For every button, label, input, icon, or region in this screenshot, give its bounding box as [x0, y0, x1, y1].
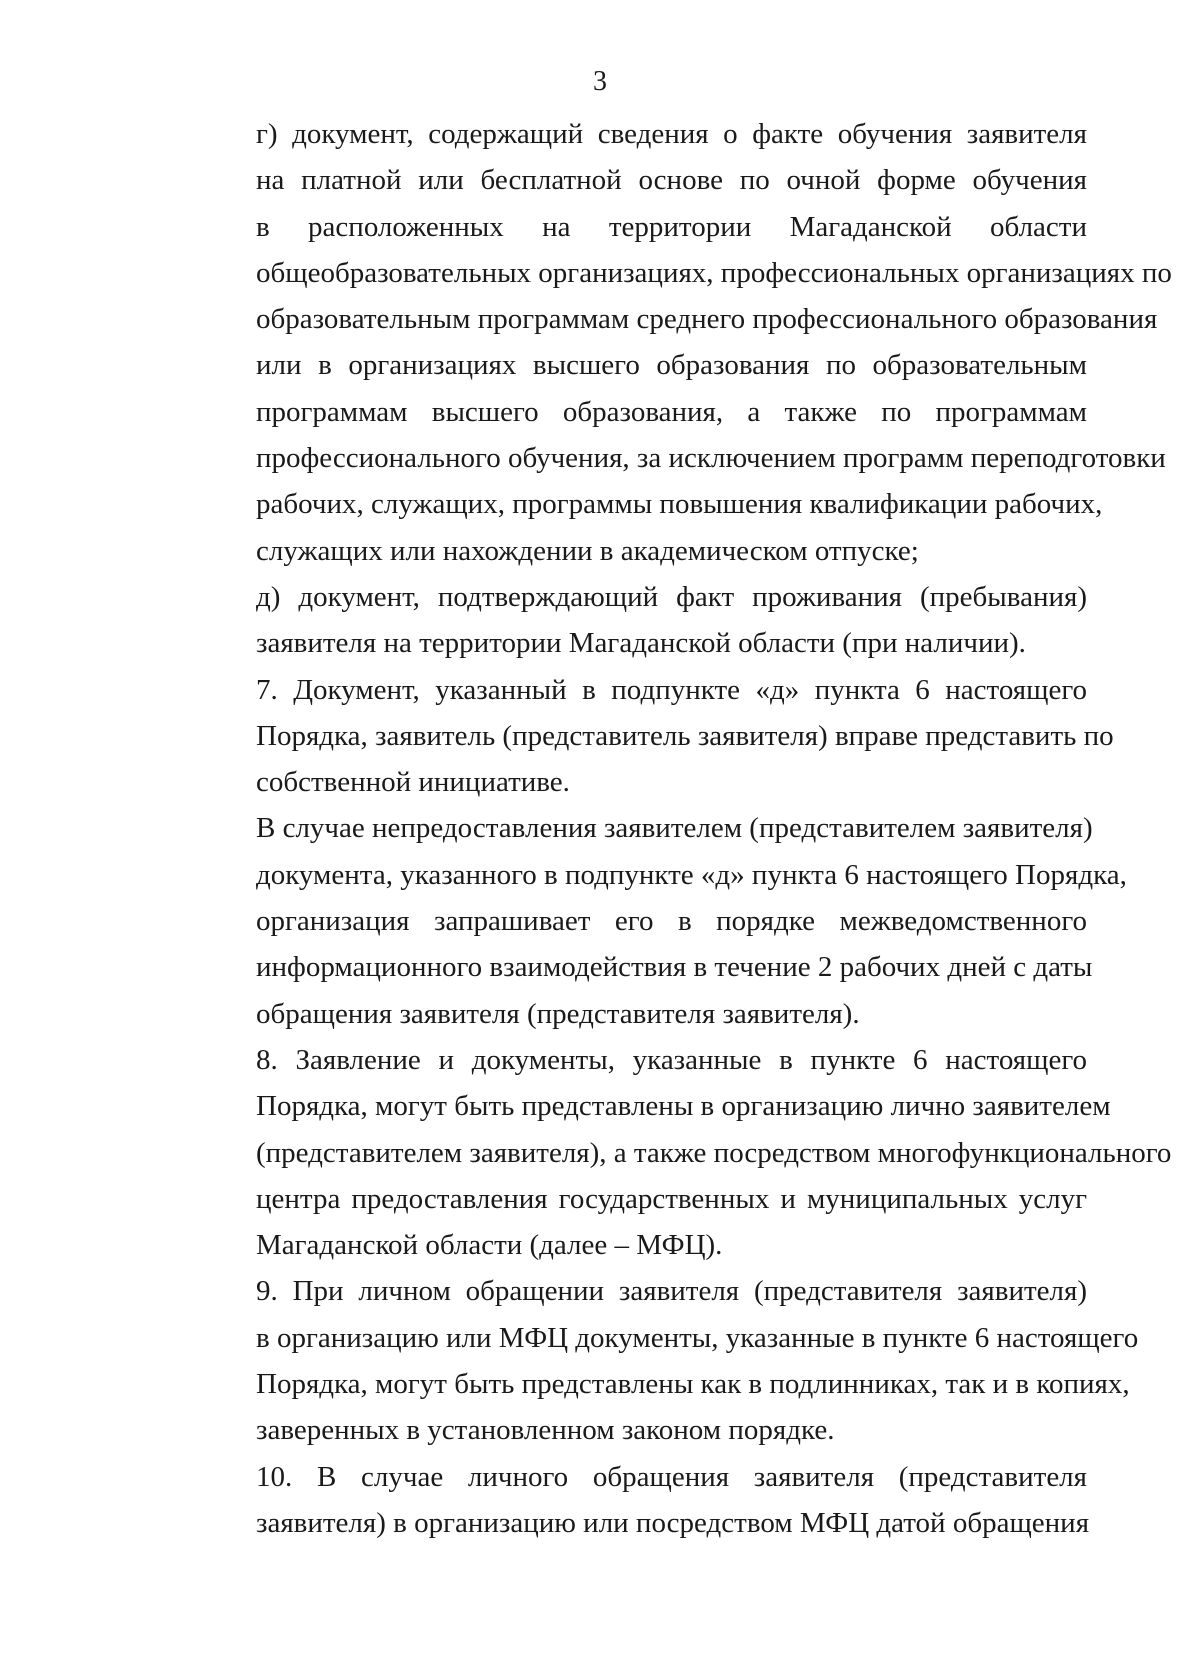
- text-line: центра предоставления государственных и муниципальных услуг: [256, 1182, 1087, 1215]
- paragraph-7-continued: [189, 805, 1127, 1036]
- text-line: д) документ, подтверждающий факт проживания (пребывания): [256, 580, 1087, 613]
- text-line: Порядка, заявитель (представитель заявителя) вправе представить по: [256, 719, 1114, 752]
- text-line: организация запрашивает его в порядке межведомственного: [256, 905, 1087, 938]
- text-line: общеобразовательных организациях, профессиональных организациях по: [256, 256, 1172, 289]
- text-line: 8. Заявление и документы, указанные в пункте 6 настоящего: [256, 1043, 1087, 1076]
- text-line: г) документ, содержащий сведения о факте обучения заявителя: [256, 118, 1087, 150]
- text-line: Порядка, могут быть представлены как в подлинниках, так и в копиях,: [256, 1368, 1130, 1401]
- text-line: обращения заявителя (представителя заявителя).: [256, 997, 860, 1030]
- text-line: на платной или бесплатной основе по очной форме обучения: [256, 164, 1087, 197]
- text-line: В случае непредоставления заявителем (представителем заявителя): [256, 812, 1093, 845]
- text-line: 7. Документ, указанный в подпункте «д» пункта 6 настоящего: [256, 673, 1087, 706]
- text-line: документа, указанного в подпункте «д» пункта 6 настоящего Порядка,: [256, 858, 1127, 891]
- paragraph-6d: [189, 574, 1087, 667]
- text-line: образовательным программам среднего профессионального образования: [256, 303, 1158, 336]
- document-body: [189, 111, 1172, 1546]
- paragraph-6g: [189, 111, 1172, 574]
- paragraph-7: [189, 667, 1114, 806]
- text-line: рабочих, служащих, программы повышения квалификации рабочих,: [256, 488, 1103, 521]
- paragraph-10: [189, 1454, 1090, 1547]
- text-line: заявителя) в организацию или посредством МФЦ датой обращения: [256, 1506, 1090, 1539]
- text-line: или в организациях высшего образования по образовательным: [256, 349, 1087, 382]
- text-line: (представителем заявителя), а также посредством многофункционального: [256, 1136, 1172, 1169]
- text-line: заявителя на территории Магаданской области (при наличии).: [256, 627, 1026, 660]
- text-line: в организацию или МФЦ документы, указанные в пункте 6 настоящего: [256, 1321, 1139, 1354]
- text-line: 9. При личном обращении заявителя (представителя заявителя): [256, 1275, 1087, 1308]
- text-line: Порядка, могут быть представлены в организацию лично заявителем: [256, 1090, 1111, 1123]
- text-line: заверенных в установленном законом порядке.: [256, 1414, 835, 1447]
- paragraph-8: [189, 1037, 1172, 1268]
- text-line: в расположенных на территории Магаданской области: [256, 210, 1087, 243]
- page-number: 3: [593, 66, 607, 97]
- text-line: 10. В случае личного обращения заявителя (представителя: [256, 1460, 1087, 1493]
- text-line: служащих или нахождении в академическом отпуске;: [256, 534, 919, 567]
- paragraph-9: [189, 1268, 1139, 1453]
- text-line: профессионального обучения, за исключением программ переподготовки: [256, 442, 1166, 475]
- text-line: программам высшего образования, а также по программам: [256, 395, 1087, 428]
- text-line: Магаданской области (далее – МФЦ).: [256, 1229, 723, 1262]
- text-line: информационного взаимодействия в течение 2 рабочих дней с даты: [256, 951, 1093, 984]
- text-line: собственной инициативе.: [256, 766, 570, 799]
